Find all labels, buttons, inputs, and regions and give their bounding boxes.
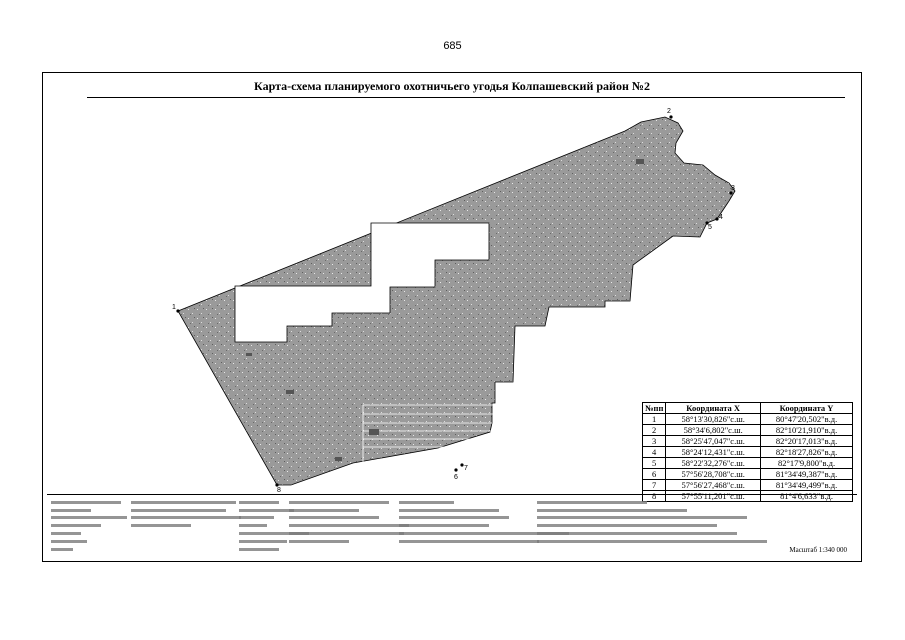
coordinate-y: 81°34'49,499"в.д. (761, 480, 853, 491)
legend-entry (131, 509, 226, 512)
table-row (643, 469, 853, 480)
coordinate-x: 58°13'30,826"с.ш. (666, 414, 761, 425)
legend-entry (51, 532, 81, 535)
row-number: 8 (643, 491, 666, 502)
point-label-7: 7 (464, 465, 468, 472)
point-label-1: 1 (172, 304, 176, 311)
point-label-3: 3 (731, 185, 735, 192)
legend-entry (239, 501, 279, 504)
table-row (643, 414, 853, 425)
legend-entry (537, 532, 737, 535)
point-label-5: 5 (708, 224, 712, 231)
row-number: 4 (643, 447, 666, 458)
row-number: 5 (643, 458, 666, 469)
coordinate-y: 80°47'20,502"в.д. (761, 414, 853, 425)
legend-entry (399, 501, 454, 504)
coordinate-x: 57°55'11,201"с.ш. (666, 491, 761, 502)
legend-entry (537, 516, 747, 519)
coordinate-x: 58°25'47,047"с.ш. (666, 436, 761, 447)
legend-entry (537, 501, 647, 504)
coordinate-y: 82°17'9,800"в.д. (761, 458, 853, 469)
coordinate-y: 82°18'27,826"в.д. (761, 447, 853, 458)
point-label-2: 2 (667, 108, 671, 115)
legend-divider (47, 494, 857, 495)
legend-entry (289, 501, 389, 504)
legend-entry (399, 509, 499, 512)
map-legend (49, 497, 857, 557)
legend-entry (51, 548, 73, 551)
point-label-8: 8 (277, 487, 281, 494)
legend-entry (289, 532, 404, 535)
legend-entry (131, 501, 236, 504)
legend-entry (289, 524, 409, 527)
coordinate-x: 57°56'27,468"с.ш. (666, 480, 761, 491)
legend-entry (239, 548, 279, 551)
legend-entry (399, 516, 509, 519)
coordinate-y: 82°10'21,910"в.д. (761, 425, 853, 436)
row-number: 7 (643, 480, 666, 491)
legend-entry (51, 540, 87, 543)
legend-entry (239, 509, 294, 512)
map-title: Карта-схема планируемого охотничьего угодья Колпашевский район №2 (254, 79, 650, 93)
column-header-y: Координата Y (761, 403, 853, 414)
legend-entry (131, 524, 191, 527)
legend-entry (289, 540, 349, 543)
legend-entry (399, 524, 489, 527)
table-row (643, 480, 853, 491)
legend-entry (51, 516, 127, 519)
legend-entry (399, 540, 539, 543)
legend-entry (239, 516, 274, 519)
coordinate-x: 58°22'32,276"с.ш. (666, 458, 761, 469)
coordinates-table (642, 402, 853, 502)
legend-entry (537, 509, 687, 512)
row-number: 6 (643, 469, 666, 480)
row-number: 2 (643, 425, 666, 436)
coordinate-y: 82°20'17,013"в.д. (761, 436, 853, 447)
legend-entry (537, 524, 717, 527)
legend-entry (51, 509, 91, 512)
legend-entry (239, 540, 287, 543)
table-row (643, 458, 853, 469)
coordinate-x: 57°56'28,708"с.ш. (666, 469, 761, 480)
legend-entry (51, 501, 121, 504)
coordinate-y: 81°34'49,387"в.д. (761, 469, 853, 480)
legend-entry (537, 540, 767, 543)
legend-entry (131, 516, 241, 519)
coordinate-x: 58°34'6,802"с.ш. (666, 425, 761, 436)
table-row (643, 425, 853, 436)
point-label-4: 4 (719, 214, 723, 221)
table-header-row (643, 403, 853, 414)
table-row (643, 436, 853, 447)
column-header-x: Координата X (666, 403, 761, 414)
legend-entry (51, 524, 101, 527)
legend-entry (239, 524, 267, 527)
page-number: 685 (443, 40, 462, 52)
map-sheet (42, 72, 862, 562)
point-label-6: 6 (454, 474, 458, 481)
row-number: 1 (643, 414, 666, 425)
legend-entry (289, 509, 359, 512)
column-header-number: №пп (643, 403, 666, 414)
map-scale: Масштаб 1:340 000 (789, 546, 847, 554)
legend-entry (289, 516, 379, 519)
table-row (643, 447, 853, 458)
coordinate-x: 58°24'12,431"с.ш. (666, 447, 761, 458)
coordinate-y: 81°4'6,633"в.д. (761, 491, 853, 502)
row-number: 3 (643, 436, 666, 447)
